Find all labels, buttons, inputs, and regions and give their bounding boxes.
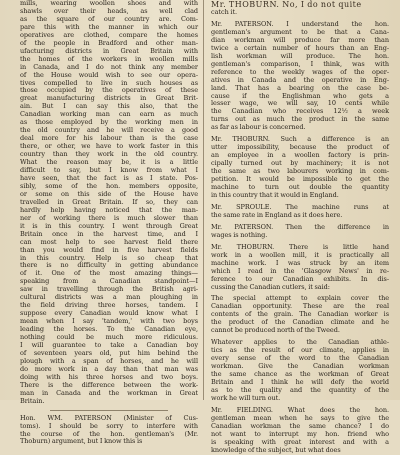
text-line: Mr. PATERSON. Then the difference in [211,222,389,231]
text-line: of the people in Bradford and other man- [20,38,198,47]
text-line: gentleman's argument to be that a Cana- [211,27,389,36]
text-line: wages is nothing. [211,230,268,239]
text-line: Mr. PATERSON. I understand the hon. [211,19,389,28]
text-line: doing with his three horses and two boys. [20,372,198,381]
text-line: cipally turned out by machinery; it is not [211,159,389,168]
text-line: Canadian working man can earn as much [20,110,198,119]
right-column [211,0,389,454]
text-line: have seen, that the fact is as I state. Pos- [20,173,198,182]
text-line: reference to the weekly wages of the oper- [211,67,389,76]
text-line: than you would find in five harvest fields [20,245,198,254]
text-line: Whatever applies to the Canadian athle- [211,338,389,347]
text-line: Canadian workman the same chance? I do [211,421,389,430]
text-line: mean when I say 'tandem,' with two boys [20,317,198,326]
text-line: cause if the Englishman who gets a [211,91,389,100]
paragraph [211,9,389,17]
text-line: the homes of the workers in woollen mills [20,54,198,63]
text-line: as far as labour is concerned. [211,123,306,132]
text-line: machine to turn out double the quantity [211,183,389,192]
text-line: ference to our Canadian exhibits. In dis- [211,274,389,283]
text-line: there is no difficulty in getting abundance [20,261,198,270]
text-line: Britain and I think he will defy the world [211,377,389,386]
text-line: mills, wearing woollen shoes and with [20,0,198,7]
paragraph [211,21,389,132]
text-line: leading the horses. To the Canadian eye, [20,325,198,334]
text-line: the field driving three horses, tandem. I [20,301,198,310]
text-line: travelled in Great Britain. If so, they can [20,197,198,206]
text-line: Mr. SPROULE. The machine runs at [211,202,389,211]
text-line: shawls over their heads, as well clad [20,6,198,15]
text-line: land. That has a bearing on the case be- [211,83,389,92]
text-line: of the House would wish to see our opera- [20,70,198,79]
paragraph [211,339,389,403]
text-line: Mr. THOBURN. There is little hand [211,242,389,251]
text-line: difficult to say, but I know from what I [20,166,198,175]
text-line: pare this with the manner in which our [20,22,198,31]
text-line: Mr. FIELDING. What does the hon. [211,405,389,414]
text-line: gentleman's comparison, I think, was with [211,59,389,68]
paragraph [211,295,389,335]
text-line: the old country and he will receive a good [20,126,198,135]
text-line: the same chance as the workman of Great [211,370,389,379]
paragraph [211,407,389,455]
text-line: the product of the Canadian climate and he [211,318,389,327]
text-line: Mr. THOBURN. Such a difference is an [211,135,389,144]
left-column [20,0,198,446]
text-line: of it. One of the most amazing things— [20,269,198,278]
text-line: tics as the result of our climate, applies in [211,346,389,355]
text-line: cussing the Canadian cutlers, it said: [211,282,330,291]
text-line: catch it. [211,8,238,16]
text-line: is speaking with great interest and with a [211,437,389,446]
text-line: great manufacturing districts in Great Brit- [20,94,198,103]
paragraph [211,204,389,220]
paragraph [211,224,389,240]
section-separator [50,410,168,411]
right-column-header: Mr. THOBURN. No, I do not quite [211,0,362,9]
text-line: operatives are clothed, compare the homes [20,30,198,39]
text-line: toms). I should be sorry to interfere with [20,421,198,430]
text-line: country than they work in the old country. [20,150,198,159]
text-line: speaking from a Canadian standpoint—I [20,277,198,286]
text-line: in this country that it would in England. [211,190,339,199]
text-line: there, or other, we have to work faster in this [20,142,198,151]
text-line: do more work in a day than that man was [20,364,198,373]
text-line: every sense of the word to the Canadian [211,354,389,363]
text-line: I will guarantee to take a Canadian boy [20,340,198,349]
text-line: deal more for his labour than is the case [20,134,198,143]
text-line: What the reason may be, it is a little [20,158,198,167]
text-line: work he will turn out. [211,393,281,402]
text-line: an employee in a woollen factory is prin- [211,151,389,160]
text-line: machine work. I was struck by an item [211,258,389,267]
text-line: cultural districts was a man ploughing in [20,293,198,302]
text-line: Thoburn) argument, but I know this is [20,437,143,446]
paragraph [211,136,389,200]
text-line: of seventeen years old, put him behind the [20,348,198,357]
text-line: Britain once in the harvest time, and I [20,229,198,238]
text-line: work in a woollen mill, it is practically all [211,250,389,259]
text-line: suppose every Canadian would know what I [20,309,198,318]
text-line: man in Canada and the workman in Great [20,388,198,397]
text-line: in this country. Help is so cheap that [20,253,198,262]
text-line: saw in travelling through the British agri- [20,285,198,294]
text-line: Canadian opportunity. These are the real [211,302,389,311]
text-line: turns out as much the product in the same [211,115,389,124]
text-line: knowledge of the subject, but what does [211,445,341,454]
text-line: ner of working there is much slower than [20,213,198,222]
text-line: tives compelled to live in such houses as [20,78,198,87]
text-line: cannot be produced north of the Tweed. [211,326,340,335]
text-line: utter impossibility, because the product of [211,143,389,152]
text-line: which I read in the 'Glasgow News' in re- [211,266,389,275]
text-line: as to the quality and the quantity of the [211,385,389,394]
text-line: Hon. WM. PATERSON (Minister of Cus- [20,413,198,422]
text-line: in Canada, and I do not think any member [20,62,198,71]
text-line: petition. It would be impossible to get the [211,175,389,184]
text-line: atives in Canada and the operative in Eng- [211,75,389,84]
text-line: it is in this country. I went through Great [20,221,198,230]
text-line: There is the difference between the work- [20,380,198,389]
column-divider [203,0,204,400]
text-line: can most help to see harvest field there [20,237,198,246]
text-line: lish workman will produce. The hon. [211,51,389,60]
text-line: the course of the hon. gentleman's (Mr. [20,429,198,438]
text-line: The special attempt to explain cover the [211,294,389,303]
text-line: the same as two labourers working in com- [211,167,389,176]
text-line: plough with a span of horses, and he will [20,356,198,365]
text-line: as the square of our country are. Com- [20,14,198,23]
text-line: dian workman will produce far more than [211,35,389,44]
text-line: or some on this side of the House have [20,189,198,198]
text-line: lesser wage, we will say, 10 cents while [211,99,389,108]
text-line: the Canadian who receives 12½ a week [211,107,389,116]
paragraph [20,0,198,406]
text-line: ufacturing districts in Great Britain with [20,46,198,55]
text-line: sibly, some of the hon. members opposite, [20,181,198,190]
text-line: nothing could be much more ridiculous. [20,333,198,342]
text-line: as those employed by the working men in [20,118,198,127]
text-line: contents of the grain. The Canadian worker is [211,310,389,319]
paragraph [20,415,198,447]
text-line: gentleman mean when he says to give the [211,413,389,422]
text-line: hardly help having noticed that the man- [20,205,198,214]
text-line: Britain. [20,396,45,405]
text-line: twice a certain number of hours than an Eng- [211,43,389,52]
text-line: those occupied by the operatives of these [20,86,198,95]
text-line: the same rate in England as it does here. [211,210,343,219]
text-line: workman. Give the Canadian workman [211,362,389,371]
paragraph [211,244,389,292]
text-line: not want to interrupt my hon. friend who [211,429,389,438]
text-line: ain. But I can say this also, that the [20,102,198,111]
